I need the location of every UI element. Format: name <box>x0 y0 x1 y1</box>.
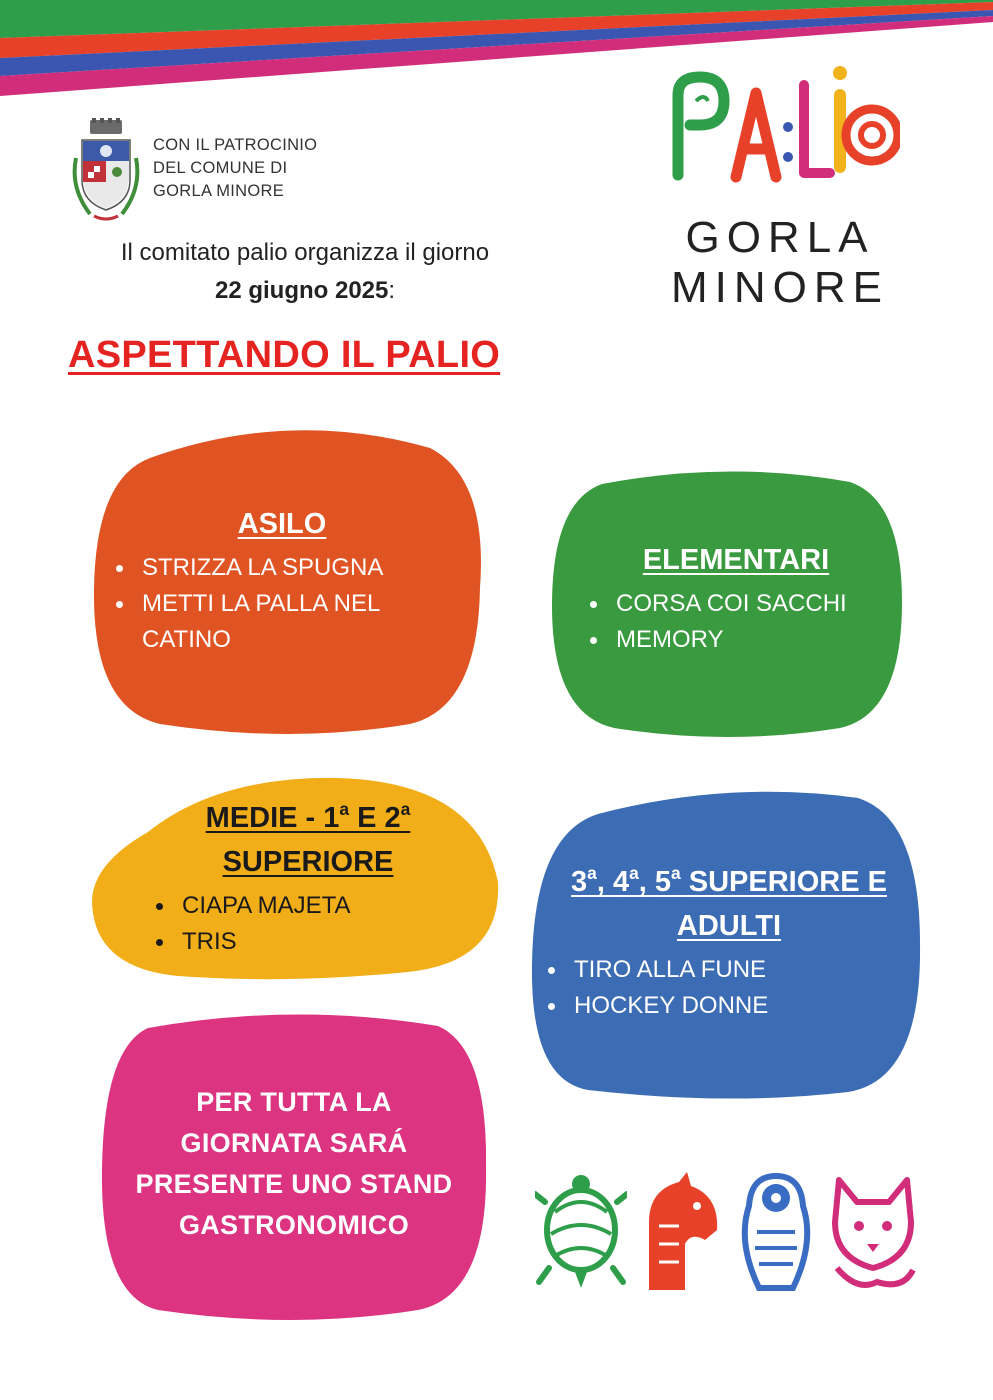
patrocinio-block <box>70 118 330 223</box>
card-medie <box>88 772 502 982</box>
card-elementari-title: ELEMENTARI <box>642 544 830 576</box>
main-title: ASPETTANDO IL PALIO <box>68 334 501 376</box>
card-medie-title-c: SUPERIORE <box>222 846 394 878</box>
patrocinio-line-1: CON IL PATROCINIO <box>153 136 318 154</box>
list-item: MEMORY <box>586 622 886 658</box>
list-item: CORSA COI SACCHI <box>586 586 886 622</box>
card-superiori-title-s3: a <box>671 862 681 883</box>
card-superiori-title-sep2: , <box>638 866 655 898</box>
card-superiori-title-n3: 5 <box>654 866 672 898</box>
list-item: STRIZZA LA SPUGNA <box>112 550 452 586</box>
stand-line-2: GIORNATA SARÁ <box>180 1128 408 1158</box>
card-superiori <box>528 784 924 1102</box>
card-elementari <box>550 466 906 738</box>
event-date-suffix: : <box>388 277 396 304</box>
card-superiori-title <box>544 860 914 948</box>
mascots-row <box>535 1172 920 1302</box>
turtle-mascot-icon <box>535 1172 627 1292</box>
card-superiori-title-s1: a <box>587 862 597 883</box>
card-medie-title-a: MEDIE - 1 <box>205 802 340 834</box>
patrocinio-line-2: DEL COMUNE DI <box>153 159 288 177</box>
horse-mascot-icon <box>635 1172 725 1292</box>
patrocinio-text <box>153 134 333 203</box>
patrocinio-line-3: GORLA MINORE <box>153 182 285 200</box>
card-asilo-title: ASILO <box>237 508 327 540</box>
list-item: METTI LA PALLA NEL CATINO <box>112 586 452 658</box>
card-medie-title <box>148 796 468 884</box>
card-superiori-title-sep1: , <box>596 866 613 898</box>
palio-logo <box>660 55 900 315</box>
card-superiori-title-s2: a <box>629 862 639 883</box>
list-item: HOCKEY DONNE <box>544 988 914 1024</box>
card-elementari-list <box>586 586 886 658</box>
logo-line-gorla: GORLA <box>685 213 875 262</box>
fox-mascot-icon <box>827 1172 919 1292</box>
card-superiori-title-line2: ADULTI <box>676 910 782 942</box>
card-superiori-title-n2: 4 <box>612 866 630 898</box>
card-superiori-title-n1: 3 <box>571 866 588 898</box>
event-date-line <box>40 272 570 310</box>
card-asilo <box>90 418 484 736</box>
card-medie-list <box>152 888 468 960</box>
list-item: TRIS <box>152 924 468 960</box>
stand-line-1: PER TUTTA LA <box>196 1087 392 1117</box>
event-date: 22 giugno 2025 <box>214 277 389 304</box>
card-medie-title-sup1: a <box>339 798 350 819</box>
card-medie-title-b: E 2 <box>349 802 401 834</box>
list-item: CIAPA MAJETA <box>152 888 468 924</box>
logo-line-minore: MINORE <box>671 263 889 312</box>
intro-text <box>40 234 570 310</box>
card-asilo-list <box>112 550 452 658</box>
palio-wordmark-icon <box>660 55 900 205</box>
card-medie-title-sup2: a <box>400 798 411 819</box>
list-item: TIRO ALLA FUNE <box>544 952 914 988</box>
stand-line-4: GASTRONOMICO <box>178 1210 410 1240</box>
card-superiori-list <box>544 952 914 1024</box>
municipal-crest-icon <box>70 118 142 223</box>
stand-line-3: PRESENTE UNO STAND <box>135 1169 453 1199</box>
owl-mascot-icon <box>735 1172 817 1292</box>
card-stand <box>98 1008 490 1324</box>
card-superiori-title-rest: SUPERIORE E <box>680 866 887 898</box>
card-stand-text <box>98 1082 490 1246</box>
intro-line: Il comitato palio organizza il giorno <box>120 239 490 266</box>
